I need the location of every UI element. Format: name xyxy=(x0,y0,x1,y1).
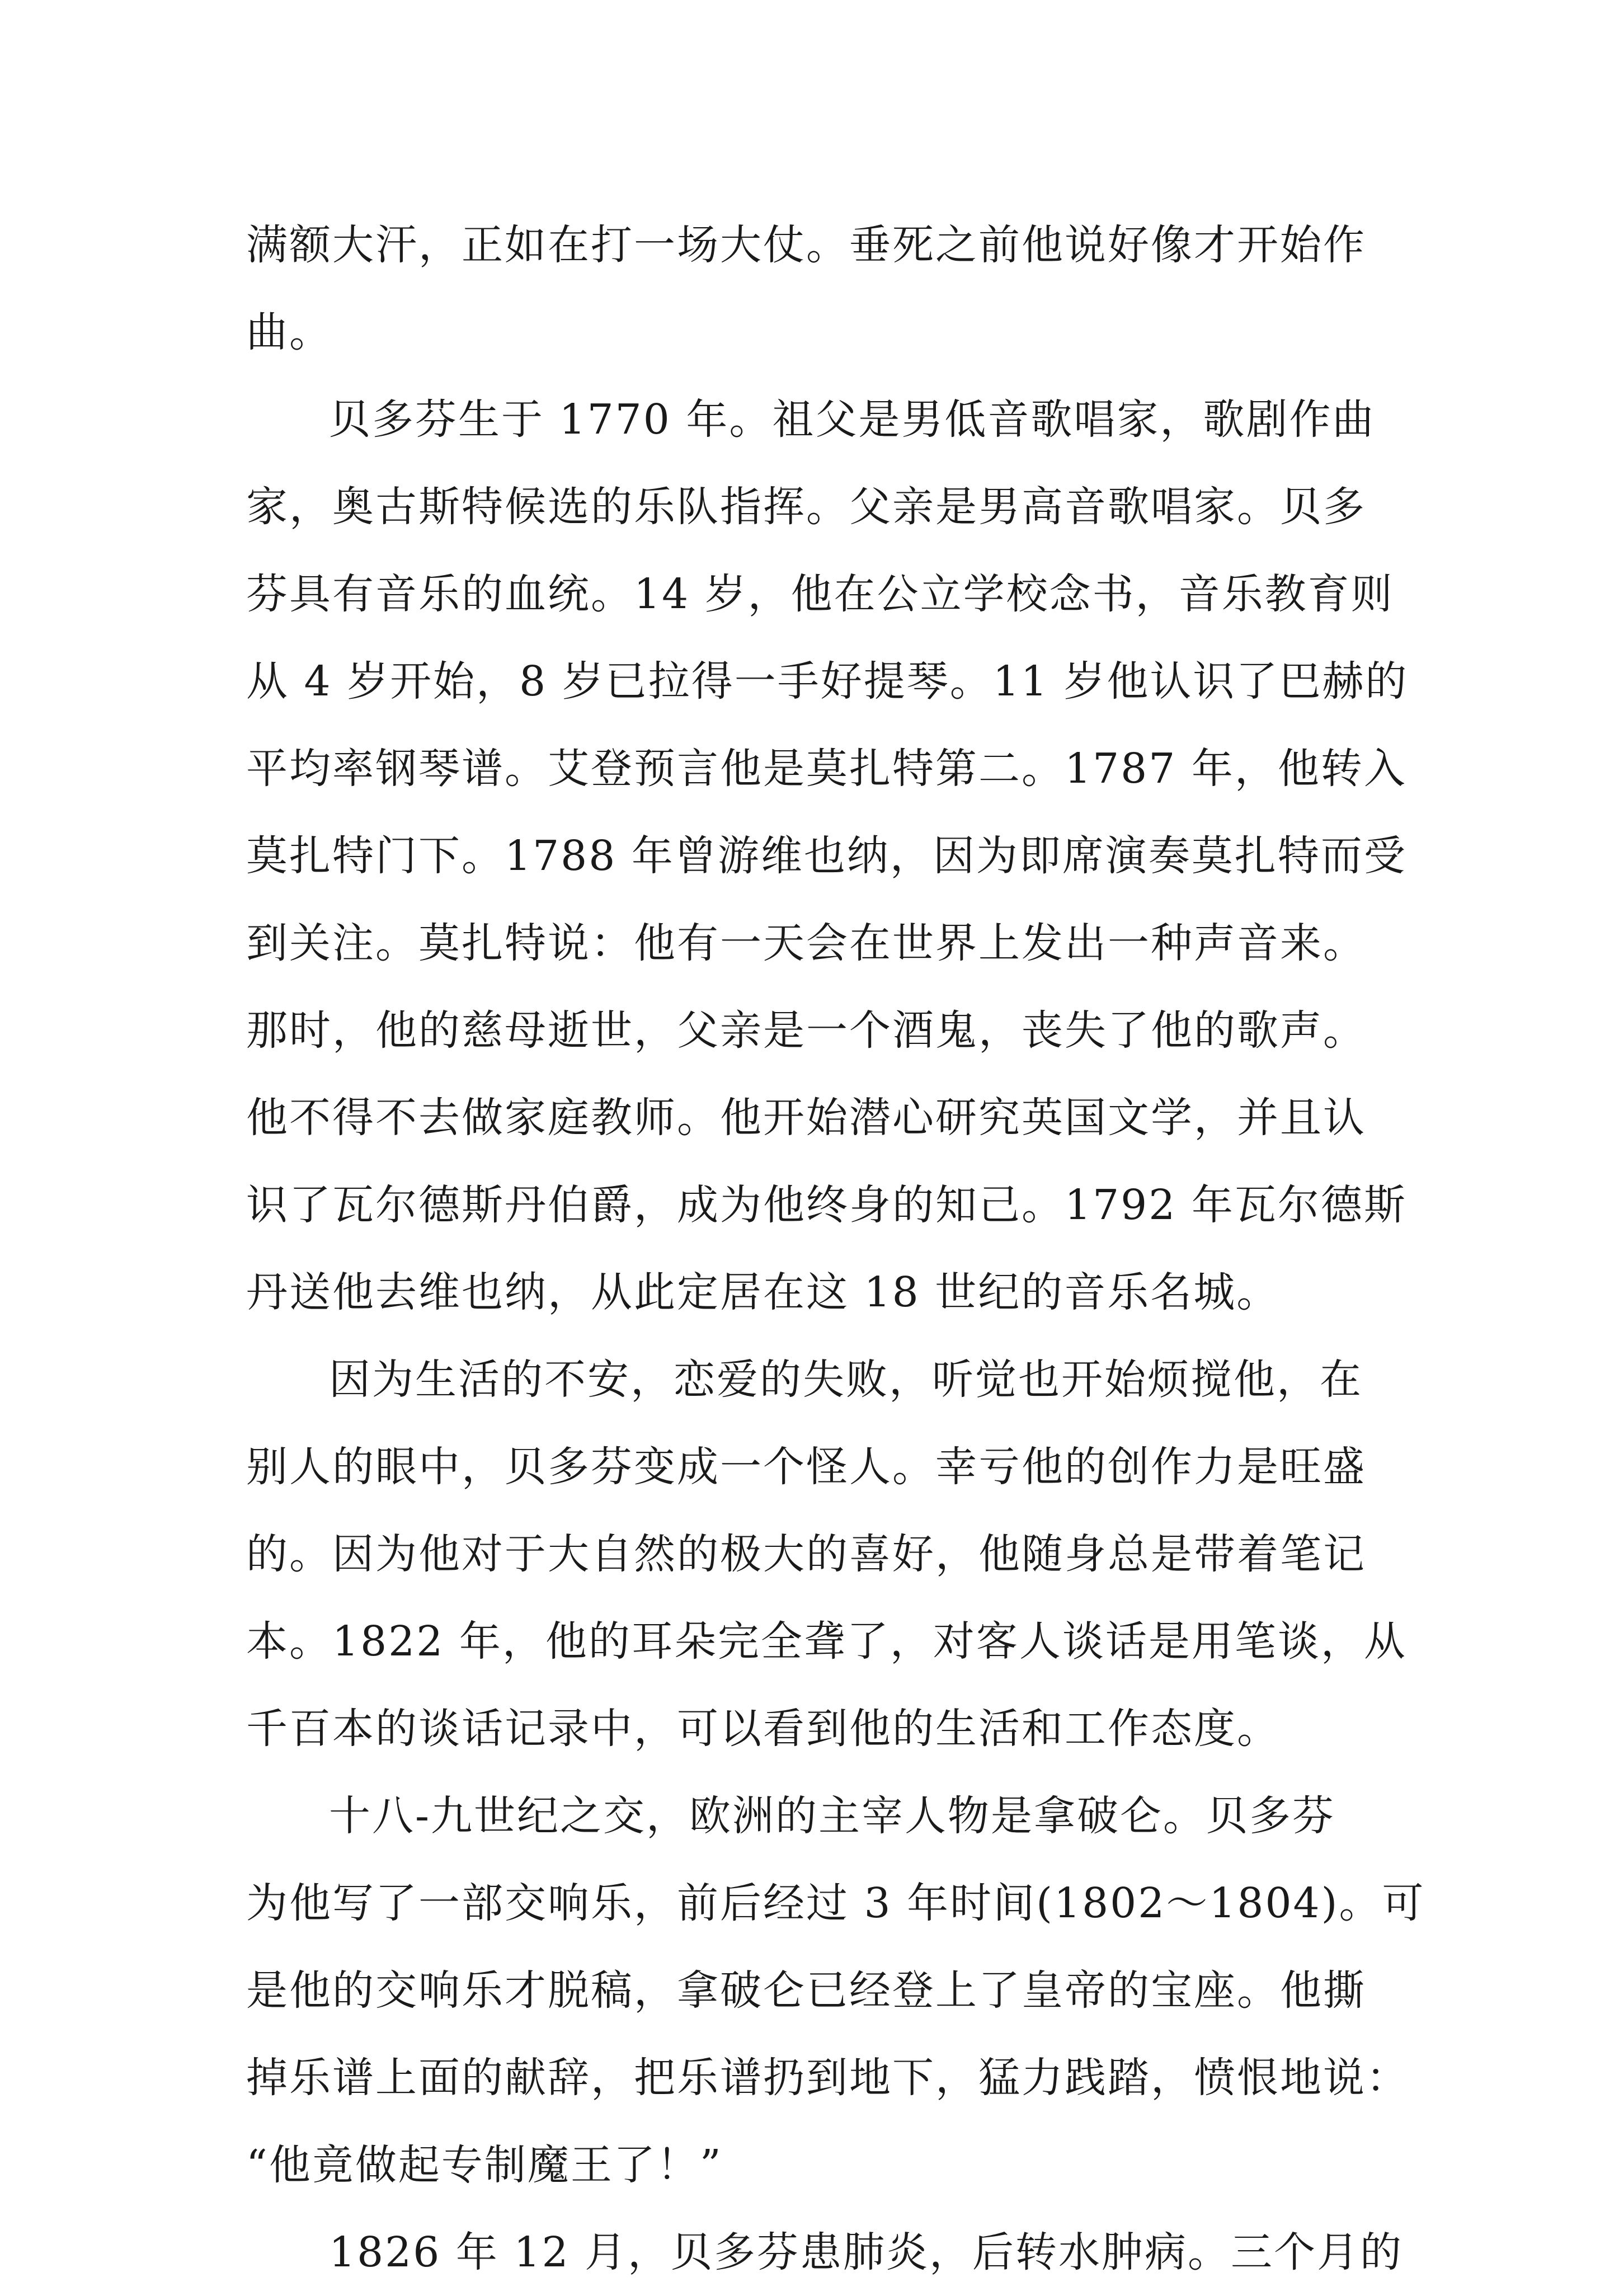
paragraph-5 xyxy=(246,2209,1404,2296)
text-line: 本。1822 年，他的耳朵完全聋了，对客人谈话是用笔谈，从 xyxy=(246,1617,1407,1665)
text-line: 十八-九世纪之交，欧洲的主宰人物是拿破仑。贝多芬 xyxy=(329,1792,1336,1840)
paragraph-1 xyxy=(246,201,1387,376)
text-line: “他竟做起专制魔王了！” xyxy=(246,2141,723,2189)
text-line: 别人的眼中，贝多芬变成一个怪人。幸亏他的创作力是旺盛 xyxy=(246,1443,1366,1491)
text-line: 识了瓦尔德斯丹伯爵，成为他终身的知己。1792 年瓦尔德斯 xyxy=(246,1181,1407,1229)
text-line: 是他的交响乐才脱稿，拿破仑已经登上了皇帝的宝座。他撕 xyxy=(246,1966,1366,2015)
text-line: 贝多芬生于 1770 年。祖父是男低音歌唱家，歌剧作曲 xyxy=(329,396,1376,444)
text-line: 的。因为他对于大自然的极大的喜好，他随身总是带着笔记 xyxy=(246,1530,1366,1578)
text-line: 1826 年 12 月，贝多芬患肺炎，后转水肿病。三个月的 xyxy=(329,2228,1404,2276)
text-line: 家，奥古斯特候选的乐队指挥。父亲是男高音歌唱家。贝多 xyxy=(246,483,1366,531)
paragraph-4 xyxy=(246,1772,1425,2209)
text-line: 到关注。莫扎特说：他有一天会在世界上发出一种声音来。 xyxy=(246,919,1366,967)
text-line: 曲。 xyxy=(246,308,332,356)
text-line: 他不得不去做家庭教师。他开始潜心研究英国文学，并且认 xyxy=(246,1094,1366,1142)
text-line: 从 4 岁开始，8 岁已拉得一手好提琴。11 岁他认识了巴赫的 xyxy=(246,657,1409,705)
body-text xyxy=(246,201,1425,2296)
text-line: 为他写了一部交响乐，前后经过 3 年时间(1802～1804)。可 xyxy=(246,1879,1425,1927)
text-line: 千百本的谈话记录中，可以看到他的生活和工作态度。 xyxy=(246,1705,1280,1753)
text-line: 因为生活的不安，恋爱的失败，听觉也开始烦搅他，在 xyxy=(329,1356,1363,1404)
text-line: 平均率钢琴谱。艾登预言他是莫扎特第二。1787 年，他转入 xyxy=(246,745,1407,793)
paragraph-2 xyxy=(246,376,1409,1336)
text-line: 那时，他的慈母逝世，父亲是一个酒鬼，丧失了他的歌声。 xyxy=(246,1006,1366,1055)
text-line: 莫扎特门下。1788 年曾游维也纳，因为即席演奏莫扎特而受 xyxy=(246,832,1407,880)
text-line: 掉乐谱上面的献辞，把乐谱扔到地下，猛力践踏，愤恨地说： xyxy=(246,2054,1409,2102)
text-line: 满额大汗，正如在打一场大仗。垂死之前他说好像才开始作 xyxy=(246,221,1366,269)
text-line: 芬具有音乐的血统。14 岁，他在公立学校念书，音乐教育则 xyxy=(246,570,1394,618)
paragraph-3 xyxy=(246,1336,1407,1772)
text-line: 丹送他去维也纳，从此定居在这 18 世纪的音乐名城。 xyxy=(246,1268,1280,1316)
